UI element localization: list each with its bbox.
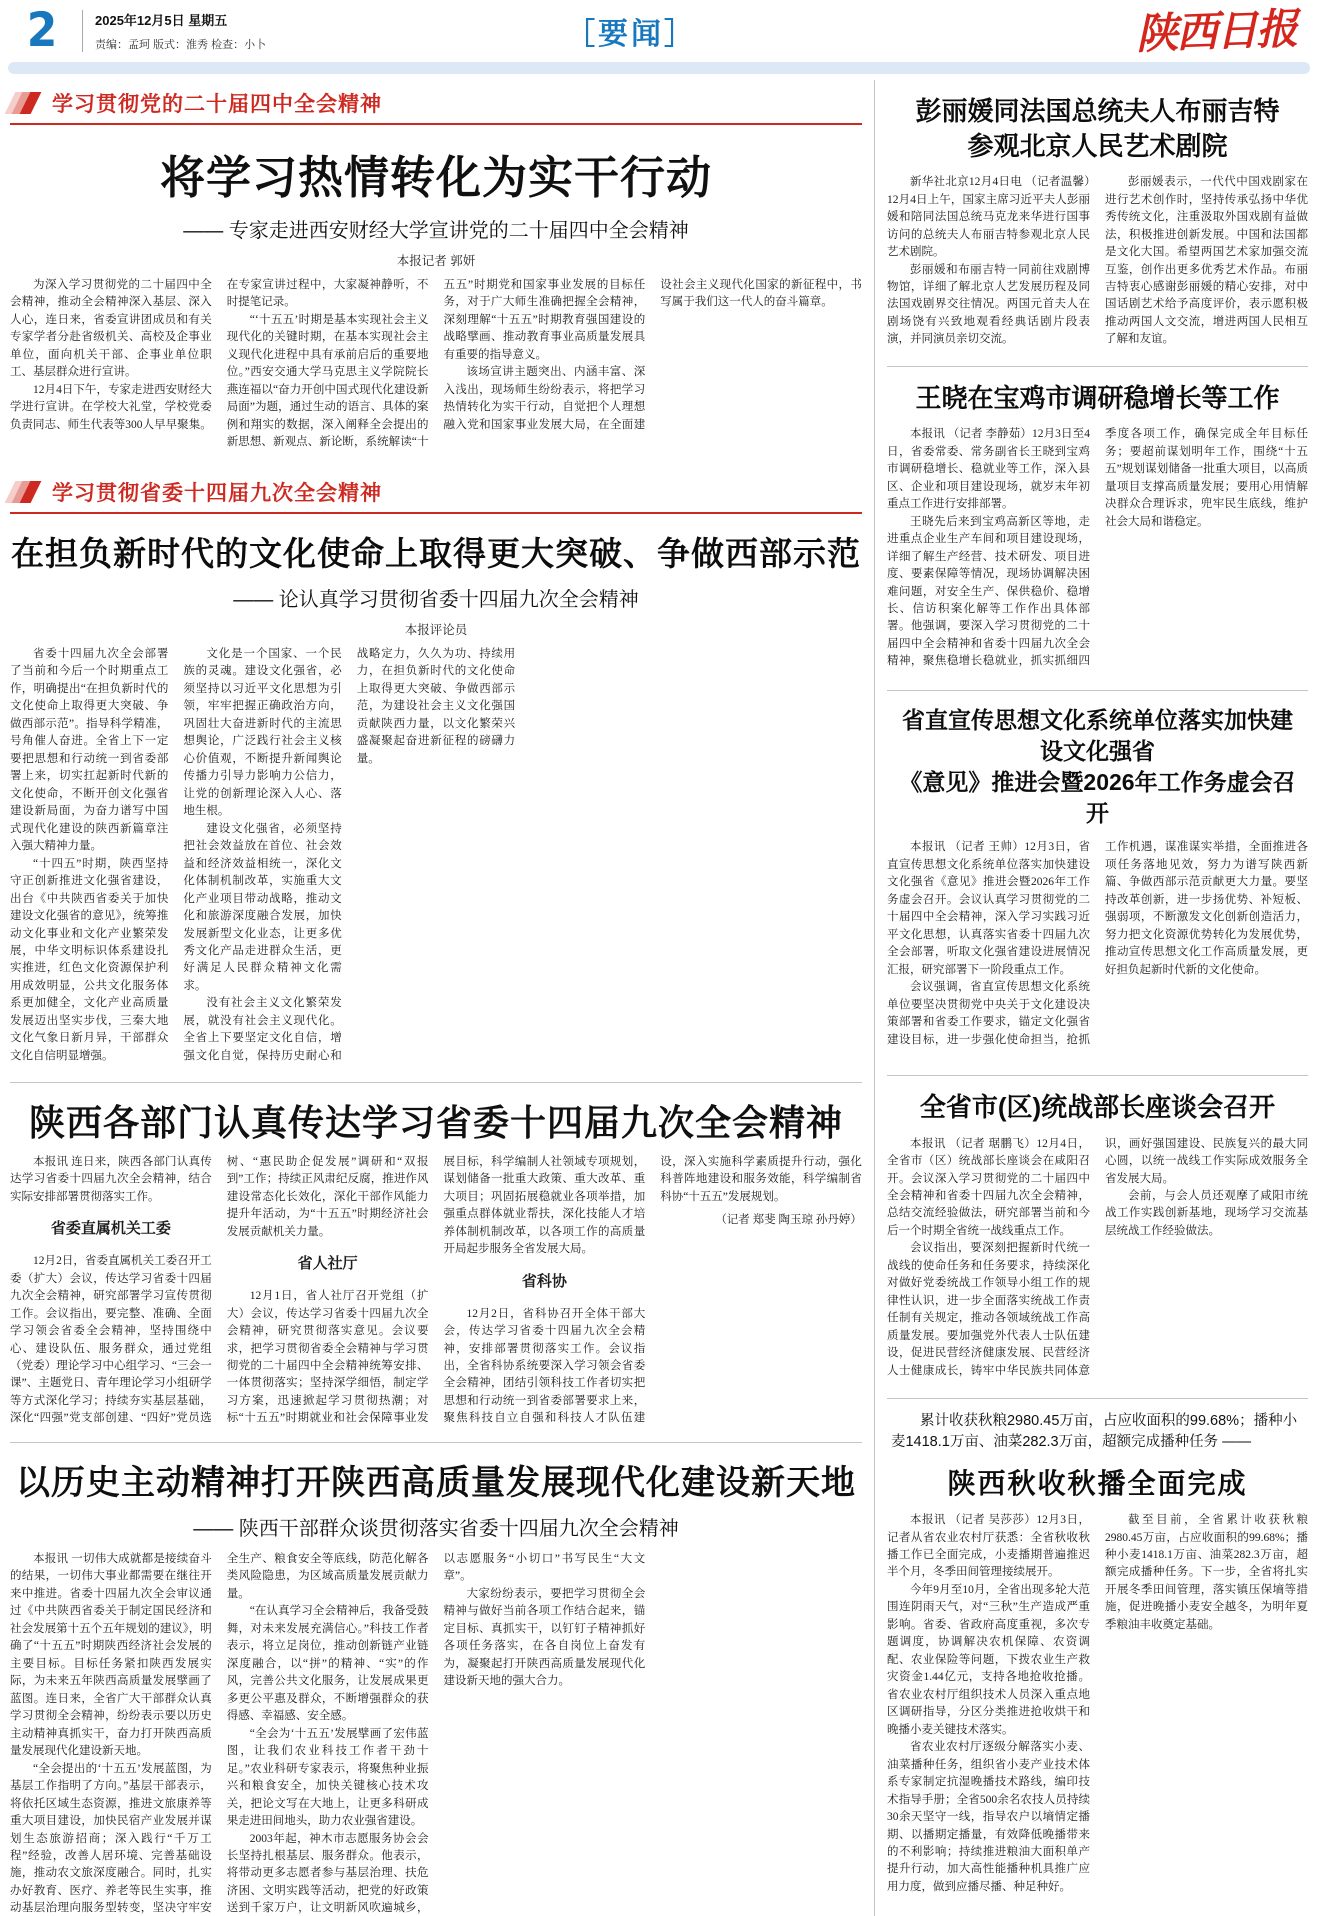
paragraph: 12月2日，省委直属机关工委召开工委（扩大）会议，传达学习省委十四届九次全会精神，研究部署学习宣传贯彻工作。会议指出，要完整、准确、全面学习领会省委全会精神，坚持围绕中心、建设队伍、服务群众，通过党组（党委）理论学习中心组学习、“三会一课”、主题党日、青年理论学习小组研学等方式深化学习；持续夯实基层基础，深化“四强”党支部创建、“四好”党员选树、“惠民助企促发展”调研和“双报到”工作；持续正风肃纪反腐，推进作风建设常态化长效化，深化干部作风能力提升年活动，为“十五五”时期经济社会发展贡献机关力量。 [10,1156,429,1425]
page-number: 2 [26,2,58,59]
byline: 本报记者 郭妍 [396,254,476,268]
left-section [10,80,874,1916]
headline [893,94,1302,164]
paragraph: 本报讯 连日来，陕西各部门认真传达学习省委十四届九次全会精神，结合实际安排部署贯彻落实工作。 [10,1156,212,1203]
red-slash-icon [10,481,44,503]
paragraph: “十四五”时期，陕西坚持守正创新推进文化强省建设，出台《中共陕西省委关于加快建设文化强省的意见》，统筹推动文化事业和文化产业繁荣发展，中华文明标识体系建设扎实推进，红色文化资源保护利用成效明显，公共文化服务体系更加健全，文化产业高质量发展迈出坚实步伐，三秦大地文化气象日新月异，干部群众文化自信明显增强。 [10,857,169,1062]
kicker-bar-b [10,477,862,514]
paragraph: 截至目前，全省累计收获秋粮2980.45万亩，占应收面积的99.68%；播种小麦1418.1万亩、油菜282.3万亩，超额完成播种任务。下一步，全省将扎实开展冬季田间管理，落实镇压保墒等措施，促进晚播小麦安全越冬，为明年夏季粮油丰收奠定基础。 [1104,1514,1308,1631]
masthead-logo: 陕西日报 [1135,3,1297,59]
inline-subhead: 省人社厅 [297,1255,358,1273]
paragraph: 本报讯 （记者 琚鹏飞）12月4日，全省市（区）统战部长座谈会在咸阳召开。会议深入学习贯彻党的二十届四中全会精神和省委十四届九次全会精神，总结交流经验做法，研究部署当前和今后一个时期全省统一战线重点工作。 [886,1137,1090,1237]
headline: 陕西各部门认真传达学习省委十四届九次全会精神 [28,1102,843,1143]
article-body [887,1512,1308,1910]
paragraph: 会议强调，省直宣传思想文化系统单位要坚决贯彻党中央关于文化建设决策部署和省委工作要求，锚定文化强省建设目标，进一步强化使命担当，抢抓工作机遇，谋准谋实举措，全面推进各项任务落地见效，努力为谱写陕西新篇、争做西部示范贡献更大力量。要坚持改革创新，进一步扬优势、补短板、强弱项，不断激发文化创新创造活力，努力把文化资源优势转化为发展优势，推动宣传思想文化工作高质量发展，更好担负起新时代新的文化使命。 [886,841,1308,1046]
article-wangxiao [887,381,1308,678]
red-slash-icon [10,92,44,114]
header-accent-strip [8,62,1310,74]
paragraph: 2003年起，神木市志愿服务协会会长坚持扎根基层、服务群众。他表示，将带动更多志愿者参与基层治理、扶危济困、文明实践等活动，把党的好政策送到千家万户，让文明新风吹遍城乡，以志愿服务“小切口”书写民生“大文章”。 [226,1553,646,1915]
section-divider [10,1442,862,1443]
article-body [10,277,862,469]
right-section [874,80,1308,1916]
paragraph: 省农业农村厅逐级分解落实小麦、油菜播种任务，组织省小麦产业技术体系专家制定抗湿晚播技术路线，编印技术指导手册；全省500余名农技人员持续30余天坚守一线，指导农户以墒情定播期、以播期定播量，有效降低晚播带来的不利影响；持续推进粮油大面积单产提升行动，加大高性能播种机具推广应用力度，做到应播尽播、种足种好。 [886,1741,1090,1893]
article-pengliyuan [887,94,1308,354]
paragraph: “全会提出的‘十五五’发展蓝图，为基层工作指明了方向。”基层干部表示，将依托区域生态资源，推进文旅康养等重大项目建设，加快民宿产业发展并谋划生态旅游招商；深入践行“千万工程”经验，改善人居环境、完善基础设施，推动农文旅深度融合。同时，扎实办好教育、医疗、养老等民生实事，推动基层治理向服务型转变，坚决守牢安全生产、粮食安全等底线，防范化解各类风险隐患，为区域高质量发展贡献力量。 [10,1553,429,1915]
article-body [887,1136,1308,1386]
paragraph: 没有社会主义文化繁荣发展，就没有社会主义现代化。全省上下要坚定文化自信，增强文化自觉，保持历史耐心和战略定力，久久为功、持续用力，在担负新时代的文化使命上取得更大突破、争做西部示范，为建设社会主义文化强国贡献陕西力量，以文化繁荣兴盛凝聚起奋进新征程的磅礴力量。 [183,648,516,1062]
eyebrow-text: 累计收获秋粮2980.45万亩，占应收面积的99.68%；播种小麦1418.1万亩、油菜282.3万亩，超额完成播种任务 —— [890,1412,1298,1451]
reporter-credit: （记者 郑斐 陶玉琼 孙丹婷） [715,1214,862,1227]
section-label: ［要闻］ [565,18,698,51]
editors-line: 责编：孟珂 版式：淮秀 检查：小卜 [95,39,267,51]
subhead: —— 论认真学习贯彻省委十四届九次全会精神 [233,589,639,611]
header-divider [82,10,83,52]
paragraph: 会议指出，要深刻把握新时代统一战线的使命任务和任务要求，持续深化对做好党委统战工作领导小组工作的规律性认识，进一步全面落实统战工作责任制有关规定，推动各领域统战工作高质量发展。要加强党外代表人士队伍建设，促进民营经济健康发展、民营经济人士健康成长，铸牢中华民族共同体意识，画好强国建设、民族复兴的最大同心圆，以统一战线工作实际成效服务全省发展大局。 [886,1137,1308,1377]
subhead: —— 专家走进西安财经大学宣讲党的二十届四中全会精神 [183,220,689,242]
headline: 王晓在宝鸡市调研稳增长等工作 [915,383,1280,414]
article-gebumen-chuanda [10,1095,862,1430]
subhead: —— 陕西干部群众谈贯彻落实省委十四届九次全会精神 [193,1518,679,1540]
paragraph: 建设文化强省，必须坚持把社会效益放在首位、社会效益和经济效益相统一，深化文化体制机制改革，实施重大文化产业项目带动战略，推动文化和旅游深度融合发展，加快发展新型文化业态，让更多优秀文化产品走进群众生活，更好满足人民群众精神文化需求。 [183,822,342,992]
article-body [887,839,1308,1063]
paragraph: 该场宣讲主题突出、内涵丰富、深入浅出，现场师生纷纷表示，将把学习热情转化为实干行动，自觉把个人理想融入党和国家事业发展大局，在全面建设社会主义现代化国家的新征程中，书写属于我们这一代人的奋斗篇章。 [443,279,862,431]
article-body [10,646,862,1070]
headline: 在担负新时代的文化使命上取得更大突破、争做西部示范 [10,534,861,573]
headline-line: 参观北京人民艺术剧院 [967,131,1228,162]
headline [893,705,1302,829]
article-body [887,174,1308,354]
inline-subhead: 省科协 [521,1272,567,1290]
paragraph: 本报讯 （记者 李静茹）12月3日至4日，省委常委、常务副省长王晓到宝鸡市调研稳增长、稳就业等工作，深入县区、企业和项目建设现场，就岁末年初重点工作进行安排部署。 [886,428,1090,511]
paragraph: 彭丽媛表示，一代代中国戏剧家在进行艺术创作时，坚持传承弘扬中华优秀传统文化，注重汲取外国戏剧有益做法，积极推进创新发展。中国和法国都是文化大国。希望两国艺术家加强交流互鉴，创作出更多优秀艺术作品。布丽吉特衷心感谢彭丽媛的精心安排，对中国话剧艺术给予高度评价，表示愿积极推动两国人文交流，增进两国人民相互了解和友谊。 [1104,176,1308,346]
article-pinglunyuan [10,477,862,1070]
article-xuexi-xuanjiang [10,88,862,469]
paragraph: 会前，与会人员还观摩了咸阳市统战工作实践创新基地，现场学习交流基层统战工作经验做法。 [1104,1189,1308,1237]
article-body [10,1154,862,1430]
article-tongzhan-zuotanhui [887,1090,1308,1385]
article-wenhuaqiangsheng-huiyi [887,705,1308,1063]
paragraph: 本报讯 （记者 王帅）12月3日，省直宣传思想文化系统单位落实加快建设文化强省《意见》推进会暨2026年工作务虚会召开。会议认真学习贯彻党的二十届四中全会精神，深入学习实践习近平文化思想，认真落实省委十四届九次全会部署，听取文化强省建设进展情况汇报，研究部署下一阶段重点工作。 [886,841,1090,976]
paragraph: 本报讯 一切伟大成就都是接续奋斗的结果，一切伟大事业都需要在继往开来中推进。省委十四届九次全会审议通过《中共陕西省委关于制定国民经济和社会发展第十五个五年规划的建议》，明确了“十五五”时期陕西经济社会发展的主要目标。目标任务紧扣陕西发展实际，为未来五年陕西高质量发展擘画了蓝图。连日来，全省广大干部群众认真学习贯彻全会精神，纷纷表示要以历史主动精神真抓实干，奋力打开陕西高质量发展现代化建设新天地。 [10,1553,212,1758]
paragraph: 省委十四届九次全会部署了当前和今后一个时期重点工作，明确提出“在担负新时代的文化使命上取得更大突破、争做西部示范”。指导科学精准，号角催人奋进。全省上下一定要把思想和行动统一到省委部署上来，切实扛起新时代新的文化使命，不断开创文化强省建设新局面，为奋力谱写中国式现代化建设的陕西新篇章注入强大精神力量。 [10,648,169,853]
article-qiushou-qiubo [887,1411,1308,1911]
paragraph: 大家纷纷表示，要把学习贯彻全会精神与做好当前各项工作结合起来，锚定目标、真抓实干，以钉钉子精神抓好各项任务落实，在各自岗位上奋发有为，凝聚起打开陕西高质量发展现代化建设新天地的强大合力。 [443,1587,646,1688]
headline: 将学习热情转化为实干行动 [159,152,712,203]
issue-date: 2025年12月5日 星期五 [95,13,228,28]
kicker-bar-a [10,88,862,125]
article-divider [887,690,1308,691]
paragraph: 12月1日，省人社厅召开党组（扩大）会议，传达学习省委十四届九次全会精神，研究贯彻落实意见。会议要求，把学习贯彻省委全会精神与学习贯彻党的二十届四中全会精神统筹安排、一体贯彻落实；坚持深学细悟，制定学习方案，迅速掀起学习贯彻热潮；对标“十五五”时期就业和社会保障事业发展目标，科学编制人社领域专项规划，谋划储备一批重大政策、重大改革、重大项目；巩固拓展稳就业各项举措，加强重点群体就业帮扶，深化技能人才培养体制机制改革，以各项工作的高质量开局起步服务全省发展大局。 [226,1156,646,1425]
headline-line: 《意见》推进会暨2026年工作务虚会召开 [899,769,1296,827]
article-lishi-zhudong [10,1455,862,1916]
article-divider [887,366,1308,367]
paragraph: “全会为‘十五五’发展擘画了宏伟蓝图，让我们农业科技工作者干劲十足。”农业科研专家表示，将聚焦种业振兴和粮食安全，加快关键核心技术攻关，把论文写在大地上，让更多科研成果走进田间地头，助力农业强省建设。 [226,1727,429,1828]
headline-line: 省直宣传思想文化系统单位落实加快建设文化强省 [901,707,1293,765]
article-divider [887,1075,1308,1076]
article-body [10,1551,862,1916]
kicker-label: 学习贯彻党的二十届四中全会精神 [52,93,382,116]
paragraph: 文化是一个国家、一个民族的灵魂。建设文化强省，必须坚持以习近平文化思想为引领，牢牢把握正确政治方向，巩固壮大奋进新时代的主流思想舆论，广泛践行社会主义核心价值观，不断提升新闻舆论传播力引导力影响力公信力，让党的创新理论深入人心、落地生根。 [183,648,342,818]
section-divider [10,1082,862,1083]
article-body [887,426,1308,678]
paragraph: 今年9月至10月，全省出现多轮大范围连阴雨天气，对“三秋”生产造成严重影响。省委、省政府高度重视，多次专题调度，协调解决农机保障、农资调配、农业保险等问题，下拨农业生产救灾资金1.44亿元，支持各地抢收抢播。省农业农村厅组织技术人员深入重点地区调研指导，分区分类推进抢收烘干和晚播小麦关键技术落实。 [886,1583,1090,1736]
kicker-label: 学习贯彻省委十四届九次全会精神 [52,482,382,505]
paragraph: “在认真学习全会精神后，我备受鼓舞，对未来发展充满信心。”科技工作者表示，将立足岗位，推动创新链产业链深度融合，以“拼”的精神、“实”的作风，完善公共文化服务，让发展成果更多更公平惠及群众，不断增强群众的获得感、幸福感、安全感。 [226,1605,429,1723]
inline-subhead: 省委直属机关工委 [50,1220,171,1238]
paragraph: 彭丽媛和布丽吉特一同前往戏剧博物馆，详细了解北京人艺发展历程及同法国戏剧界交往情况。两国元首夫人在剧场饶有兴致地观看经典话剧片段表演，并同演员亲切交流。 [886,263,1090,346]
date-block [95,10,266,52]
paragraph: 12月4日下午，专家走进西安财经大学进行宣讲。在学校大礼堂，学校党委负责同志、师生代表等300人早早聚集。在专家宣讲过程中，大家凝神静听，不时提笔记录。 [10,279,429,431]
paragraph: 新华社北京12月4日电 （记者温馨）12月4日上午，国家主席习近平夫人彭丽媛和陪同法国总统马克龙来华进行国事访问的总统夫人布丽吉特参观北京人民艺术剧院。 [886,176,1090,259]
page-content [0,74,1318,1916]
headline: 陕西秋收秋播全面完成 [947,1468,1248,1500]
paragraph: 本报讯 （记者 吴莎莎）12月3日，记者从省农业农村厅获悉：全省秋收秋播工作已全面完成，小麦播期普遍推迟半个月，冬季田间管理接续展开。 [886,1514,1090,1579]
headline: 以历史主动精神打开陕西高质量发展现代化建设新天地 [15,1464,856,1502]
paragraph: 为深入学习贯彻党的二十届四中全会精神，推动全会精神深入基层、深入人心，连日来，省委宣讲团成员和有关专家学者分赴省级机关、高校及企事业单位，面向机关干部、企事业单位职工、基层群众进行宣讲。 [10,279,212,379]
headline: 全省市(区)统战部长座谈会召开 [919,1092,1276,1123]
paragraph: 12月2日，省科协召开全体干部大会，传达学习省委十四届九次全会精神，安排部署贯彻落实工作。会议指出，全省科协系统要深入学习领会省委全会精神，团结引领科技工作者切实把思想和行动统一到省委部署要求上来，聚焦科技自立自强和科技人才队伍建设，深入实施科学素质提升行动，强化科普阵地建设和服务效能，科学编制省科协“十五五”发展规划。 [443,1156,862,1425]
paragraph: 王晓先后来到宝鸡高新区等地，走进重点企业生产车间和项目建设现场，详细了解生产经营、技术研发、项目进度、要素保障等情况，现场协调解决困难问题，对安全生产、保供稳价、稳增长、信访积案化解等工作作出具体部署。他强调，要深入学习贯彻党的二十届四中全会精神和省委十四届九次全会精神，聚焦稳增长稳就业，抓实抓细四季度各项工作，确保完成全年目标任务；要超前谋划明年工作，围绕“十五五”规划谋划储备一批重大项目，以高质量项目支撑高质量发展；要用心用情解决群众合理诉求，兜牢民生底线，维护社会大局和谐稳定。 [886,428,1308,668]
byline: 本报评论员 [404,623,468,637]
headline-line: 彭丽媛同法国总统夫人布丽吉特 [915,96,1280,126]
page-header [0,0,1318,60]
paragraph: “‘十五五’时期是基本实现社会主义现代化的关键时期，在基本实现社会主义现代化进程中具有承前启后的重要地位。”西安交通大学马克思主义学院院长燕连福以“奋力开创中国式现代化建设新局面”为题，通过生动的语言、具体的案例和翔实的数据，深入阐释全会提出的新思想、新观点、新论断，系统解读“十五五”时期党和国家事业发展的目标任务，对于广大师生准确把握全会精神，深刻理解“十五五”时期教育强国建设的战略擘画、推动教育事业高质量发展具有重要的指导意义。 [226,279,646,449]
article-divider [887,1398,1308,1399]
